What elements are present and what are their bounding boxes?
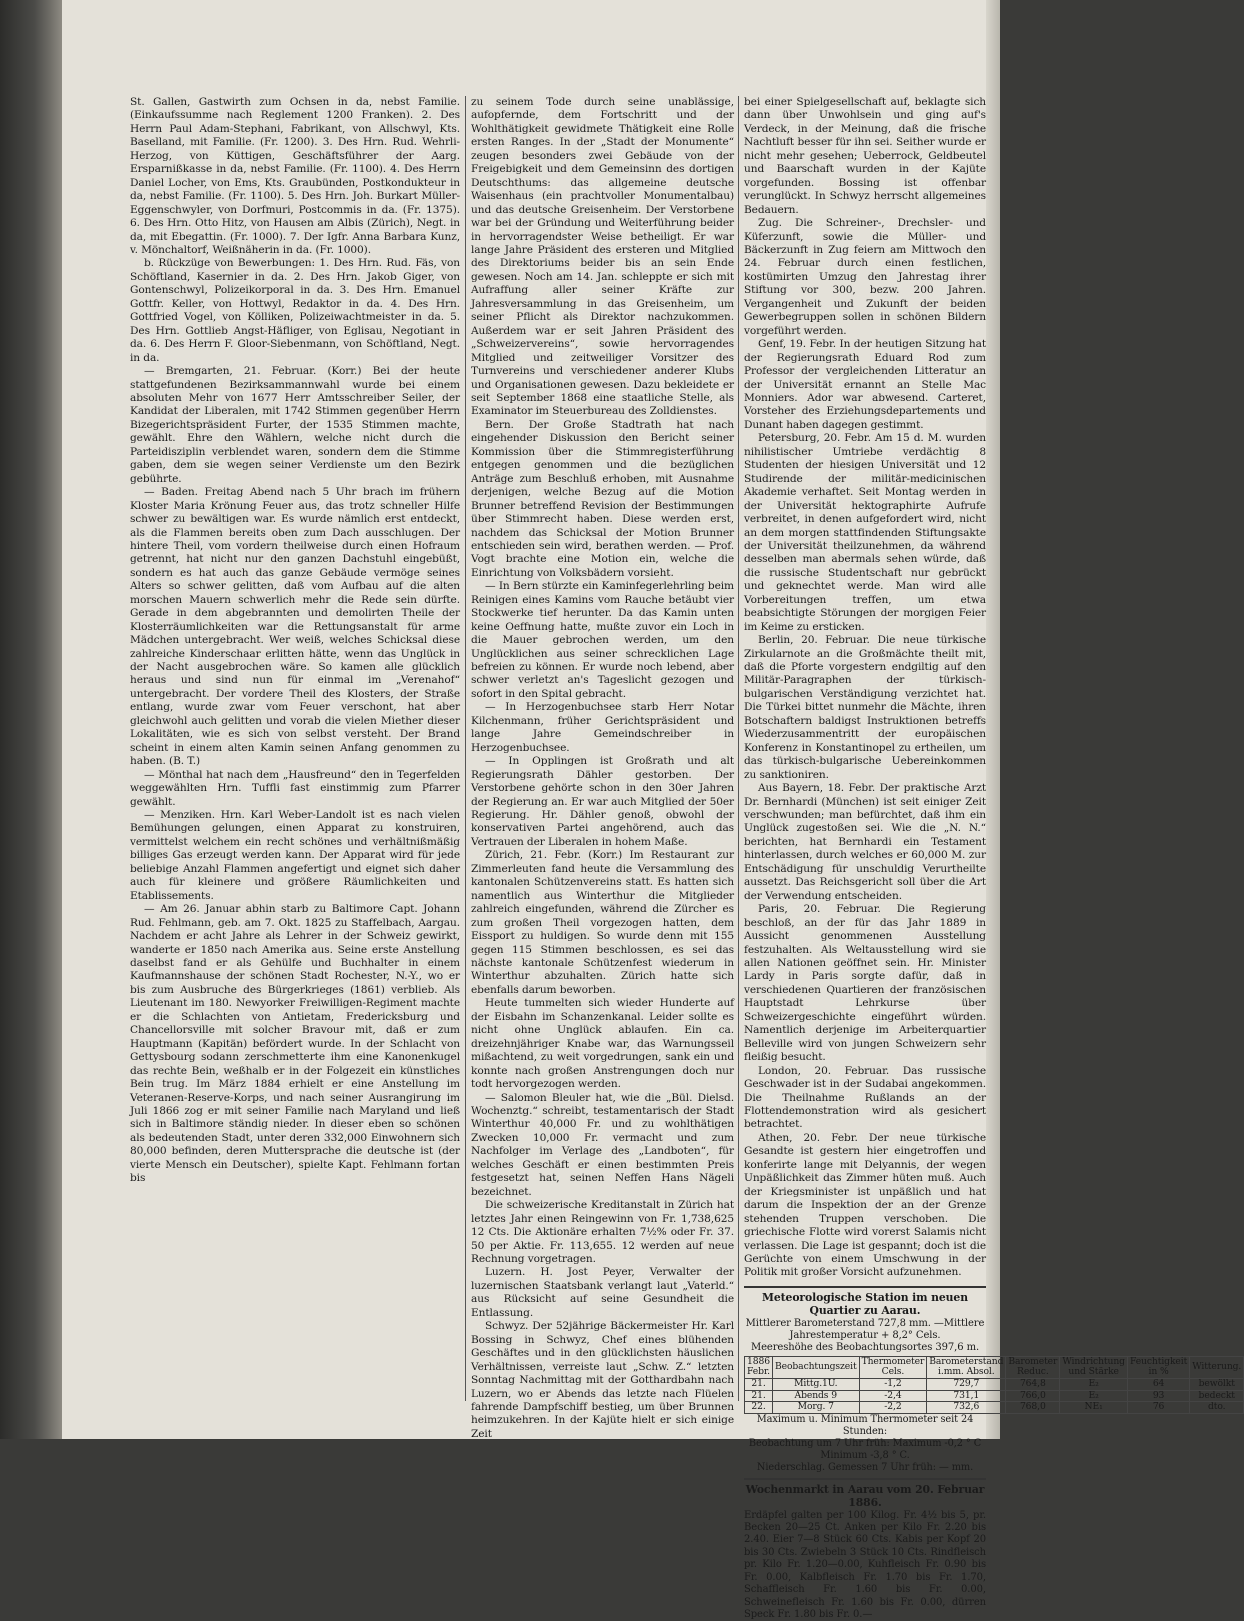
column-rule bbox=[465, 96, 466, 1401]
paragraph: — In Bern stürzte ein Kaminfegerlehrling beim Reinigen eines Kamins vom Rauche betäubt vier Stockwerke tief herunter. Da das Kamin unten keine Oeffnung hatte, mußte zuvor ein Loch in die Mauer gebrochen werden, um den Unglücklichen aus seiner schrecklichen Lage befreien zu können. Er wurde noch lebend, aber schwer verletzt an's Tageslicht gezogen und sofort in den Spital gebracht. bbox=[471, 580, 734, 700]
table-row bbox=[745, 1390, 1244, 1402]
table-row bbox=[745, 1378, 1244, 1390]
table-cell: dto. bbox=[1190, 1402, 1244, 1414]
table-cell: 76 bbox=[1127, 1402, 1189, 1414]
market-prices: Erdäpfel galten per 100 Kilog. Fr. 4½ bis 5, pr. Becken 20—25 Ct. Anken per Kilo Fr. 2.20 bis 2.40. Eier 7—8 Stück 60 Cts. Kabis per Kopf 20 bis 30 Cts. Zwiebeln 3 Stück 10 Cts. Rindfleisch pr. Kilo Fr. 1.20—0.00, Kuhfleisch Fr. 0.90 bis Fr. 0.00, Kalbfleisch Fr. 1.70 bis Fr. 1.70, Schaffleisch Fr. 1.60 bis Fr. 0.00, Schweinefleisch Fr. 1.60 bis Fr. 0.00, dürren Speck Fr. 1.80 bis Fr. 0.— bbox=[744, 1509, 986, 1620]
paragraph: Die schweizerische Kreditanstalt in Zürich hat letztes Jahr einen Reingewinn von Fr. 1,738,625 12 Cts. Die Aktionäre erhalten 7½% oder Fr. 37. 50 per Aktie. Fr. 113,655. 12 werden auf neue Rechnung vorgetragen. bbox=[471, 1199, 734, 1265]
paragraph: Luzern. H. Jost Peyer, Verwalter der luzernischen Staatsbank verlangt laut „Vaterld.“ aus Rücksicht auf seine Gesundheit die Entlassung. bbox=[471, 1266, 734, 1319]
meteo-header: Feuchtigkeit in % bbox=[1127, 1356, 1189, 1378]
newspaper-page bbox=[62, 0, 1242, 1620]
table-cell: E₂ bbox=[1060, 1378, 1128, 1390]
table-cell: 21. bbox=[745, 1378, 773, 1390]
table-cell: 21. bbox=[745, 1390, 773, 1402]
paragraph: Petersburg, 20. Febr. Am 15 d. M. wurden nihilistischer Umtriebe verdächtig 8 Studenten der hiesigen Universität und 12 Studirende der militär-medicinischen Akademie verhaftet. Seit Montag werden in der Universität hektographirte Aufrufe verbreitet, in denen aufgefordert wird, nicht an dem morgen stattfindenden Stiftungsakte der Universität theilzunehmen, da während desselben man abermals sehen würde, daß die russische Studentschaft nur gebrückt und geknechtet werde. Man wird alle Vorbereitungen treffen, um etwa beabsichtigte Störungen der morgigen Feier im Keime zu ersticken. bbox=[744, 432, 986, 633]
meteo-footnote: Beobachtung um 7 Uhr früh: Maximum -0,2 ° C bbox=[748, 1437, 982, 1449]
paragraph: — Baden. Freitag Abend nach 5 Uhr brach im frühern Kloster Maria Krönung Feuer aus, das trotz schneller Hilfe schwer zu bewältigen war. Es wurde nämlich erst entdeckt, als die Flammen bereits oben zum Dach ausschlugen. Der hintere Theil, vom vordern theilweise durch einen Hofraum getrennt, hat nicht nur den ganzen Dachstuhl eingebüßt, sondern es hat auch das ganze Gebäude vermöge seines Alters so schwer gelitten, daß vom Aufbau auf die alten morschen Mauern schwerlich mehr die Rede sein dürfte. Gerade in dem abgebrannten und demolirten Theile der Klosterräumlichkeiten war die Rettungsanstalt für arme Mädchen untergebracht. Wer weiß, welches Schicksal diese zahlreiche Kinderschaar erlitten hätte, wenn das Unglück in der Nacht ausgebrochen wäre. So kamen alle glücklich heraus und sind nun für einmal im „Verenahof“ untergebracht. Der vordere Theil des Klosters, der Straße entlang, wurde zwar vom Feuer verschont, hat aber gleichwohl auch gelitten und vorab die vielen Miether dieser Lokalitäten, wie es sich von selbst versteht. Der Brand scheint in einem alten Kamin seinen Anfang genommen zu haben. (B. T.) bbox=[130, 486, 460, 768]
page-edge bbox=[986, 0, 1000, 1439]
paragraph: Paris, 20. Februar. Die Regierung beschloß, an der für das Jahr 1889 in Aussicht genommenen Ausstellung festzuhalten. Als Weltausstellung wird sie allen Nationen geöffnet sein. Hr. Minister Lardy in Paris sorgte dafür, daß in verschiedenen Quartieren der französischen Hauptstadt Lehrkurse über Schweizergeschichte eingeführt würden. Namentlich derjenige im Arbeiterquartier Belleville wird von jungen Schweizern sehr fleißig besucht. bbox=[744, 903, 986, 1064]
paragraph: Bern. Der Große Stadtrath hat nach eingehender Diskussion den Bericht seiner Kommission über die Stimmregisterführung entgegen genommen und die bezüglichen Anträge zum Beschluß erhoben, mit Ausnahme derjenigen, welche Bezug auf die Motion Brunner betreffend Revision der Bestimmungen über Stimmrecht haben. Diese werden erst, nachdem das Schicksal der Motion Brunner entschieden sein wird, berathen werden. — Prof. Vogt brachte eine Motion ein, welche die Einrichtung von Volksbädern vorsieht. bbox=[471, 418, 734, 579]
meteo-header: Witterung. bbox=[1190, 1356, 1244, 1378]
column-3 bbox=[744, 96, 1242, 1620]
meteo-header: Windrichtung und Stärke bbox=[1060, 1356, 1128, 1378]
paragraph: bei einer Spielgesellschaft auf, beklagte sich dann über Unwohlsein und ging auf's Verdeck, in der Meinung, daß die frische Nachtluft besser für ihn sei. Seither wurde er nicht mehr gesehen; Ueberrock, Geldbeutel und Baarschaft wurden in der Kajüte vorgefunden. Bossing ist offenbar verunglückt. In Schwyz herrscht allgemeines Bedauern. bbox=[744, 96, 986, 216]
paragraph: — Am 26. Januar abhin starb zu Baltimore Capt. Johann Rud. Fehlmann, geb. am 7. Okt. 1825 zu Staffelbach, Aargau. Nachdem er acht Jahre als Lehrer in der Schweiz gewirkt, wanderte er 1850 nach Amerika aus. Seine erste Anstellung daselbst fand er als Gehülfe und Buchhalter in einem Kaufmannshause der schönen Stadt Rochester, N.-Y., wo er bis zum Ausbruche des Bürgerkrieges (1861) verblieb. Als Lieutenant im 180. Newyorker Freiwilligen-Regiment machte er die Schlachten von Antietam, Fredericksburg und Chancellorsville mit solcher Bravour mit, daß er zum Hauptmann (Kapitän) befördert wurde. In der Schlacht von Gettysbourg sodann zerschmetterte ihm eine Kanonenkugel das rechte Bein, weßhalb er in der Folgezeit ein künstliches Bein trug. Im März 1884 erhielt er eine Anstellung im Veteranen-Reserve-Korps, und nach seiner Ausrangirung im Juli 1866 zog er mit seiner Familie nach Maryland und ließ sich in Baltimore ständig nieder. In dieser eben so schönen als bedeutenden Stadt, unter deren 332,000 Einwohnern sich 80,000 befinden, deren Muttersprache die deutsche ist (der vierte Mensch ein Deutscher), spielte Kapt. Fehlmann fortan bis bbox=[130, 903, 460, 1185]
paragraph: Berlin, 20. Februar. Die neue türkische Zirkularnote an die Großmächte theilt mit, daß die Pforte vorgestern endgiltig auf den Militär-Paragraphen der türkisch-bulgarischen Verständigung verzichtet hat. Die Türkei bittet nunmehr die Mächte, ihren Botschaftern baldigst Instruktionen betreffs Wiederzusammentritt der europäischen Konferenz in Konstantinopel zu ertheilen, um das türkisch-bulgarische Uebereinkommen zu sanktioniren. bbox=[744, 634, 986, 781]
table-cell: bewölkt bbox=[1190, 1378, 1244, 1390]
table-cell: Mittg.1U. bbox=[772, 1378, 859, 1390]
meteo-footnote: Niederschlag. Gemessen 7 Uhr früh: — mm. bbox=[756, 1461, 974, 1473]
paragraph: Aus Bayern, 18. Febr. Der praktische Arzt Dr. Bernhardi (München) ist seit einiger Zeit verschwunden; man befürchtet, daß ihm ein Unglück zugestoßen sei. Wie die „N. N.“ berichten, hat Bernhardi ein Testament hinterlassen, durch welches er 60,000 M. zur Entschädigung für unschuldig Verurtheilte aussetzt. Das Reichsgericht soll über die Art der Verwendung entscheiden. bbox=[744, 782, 986, 902]
table-cell: 768,0 bbox=[1006, 1402, 1060, 1414]
table-cell: -2,4 bbox=[859, 1390, 927, 1402]
table-cell: NE₁ bbox=[1060, 1402, 1128, 1414]
paragraph: — Menziken. Hrn. Karl Weber-Landolt ist es nach vielen Bemühungen gelungen, einen Apparat zu konstruiren, vermittelst welchem ein recht schönes und verhältnißmäßig billiges Gas erzeugt werden kann. Der Apparat wird für jede beliebige Anzahl Flammen angefertigt und eignet sich daher auch für kleinere und größere Räumlichkeiten und Etablissements. bbox=[130, 809, 460, 902]
meteo-table bbox=[744, 1356, 1244, 1414]
paragraph: Genf, 19. Febr. In der heutigen Sitzung hat der Regierungsrath Eduard Rod zum Professor der vergleichenden Litteratur an der Universität ernannt an Stelle Mac Monniers. Ador war abwesend. Carteret, Vorsteher des Erziehungsdepartements und Dunant haben dagegen gestimmt. bbox=[744, 338, 986, 431]
book-binding bbox=[0, 0, 62, 1439]
meteo-header: Beobachtungszeit bbox=[772, 1356, 859, 1378]
meteo-subtitle: Mittlerer Barometerstand 727,8 mm. —Mittlere Jahrestemperatur + 8,2° Cels. bbox=[745, 1317, 985, 1341]
table-cell: 93 bbox=[1127, 1390, 1189, 1402]
meteo-header: Barometer Reduc. bbox=[1006, 1356, 1060, 1378]
paragraph: — In Opplingen ist Großrath und alt Regierungsrath Dähler gestorben. Der Verstorbene gehörte schon in den 30er Jahren der Regierung an. Er war auch Mitglied der 50er Regierung. Hr. Dähler genoß, obwohl der konservativen Partei angehörend, auch das Vertrauen der Liberalen in hohem Maße. bbox=[471, 755, 734, 848]
table-cell: -2,2 bbox=[859, 1402, 927, 1414]
paragraph: b. Rückzüge von Bewerbungen: 1. Des Hrn. Rud. Fäs, von Schöftland, Kasernier in da. 2. Des Hrn. Jakob Giger, von Gontenschwyl, Polizeikorporal in da. 3. Des Hrn. Emanuel Gottfr. Keller, von Hottwyl, Redaktor in da. 4. Des Hrn. Gottfried Vogel, von Kölliken, Polizeiwachtmeister in da. 5. Des Hrn. Gottlieb Angst-Häfliger, von Eglisau, Negotiant in da. 6. Des Herrn F. Gloor-Siebenmann, von Schöftland, Negt. in da. bbox=[130, 257, 460, 364]
paragraph: Heute tummelten sich wieder Hunderte auf der Eisbahn im Schanzenkanal. Leider sollte es nicht ohne Unglück ablaufen. Ein ca. dreizehnjähriger Knabe war, das Warnungsseil mißachtend, zu weit vorgedrungen, sank ein und konnte nach großen Anstrengungen doch nur todt hervorgezogen werden. bbox=[471, 997, 734, 1091]
market-title: Wochenmarkt in Aarau vom 20. Februar 1886. bbox=[744, 1478, 986, 1510]
table-cell: Morg. 7 bbox=[772, 1402, 859, 1414]
table-cell: 766,0 bbox=[1006, 1390, 1060, 1402]
table-cell: 764,8 bbox=[1006, 1378, 1060, 1390]
paragraph: — In Herzogenbuchsee starb Herr Notar Kilchenmann, früher Gerichtspräsident und lange Jahre Gemeindschreiber in Herzogenbuchsee. bbox=[471, 701, 734, 754]
table-cell: bedeckt bbox=[1190, 1390, 1244, 1402]
meteo-subtitle: Meereshöhe des Beobachtungsortes 397,6 m. bbox=[750, 1341, 980, 1353]
meteo-header: Barometerstand i.mm. Absol. bbox=[927, 1356, 1006, 1378]
table-cell: -1,2 bbox=[859, 1378, 927, 1390]
meteo-header: 1886 Febr. bbox=[745, 1356, 773, 1378]
table-cell: 731,1 bbox=[927, 1390, 1006, 1402]
table-cell: 729,7 bbox=[927, 1378, 1006, 1390]
column-2 bbox=[471, 96, 734, 1440]
paragraph: London, 20. Februar. Das russische Geschwader ist in der Sudabai angekommen. Die Theilnahme Rußlands an der Flottendemonstration wird als gesichert betrachtet. bbox=[744, 1064, 986, 1131]
paragraph: Zürich, 21. Febr. (Korr.) Im Restaurant zur Zimmerleuten fand heute die Versammlung des kantonalen Schützenvereins statt. Es hatten sich namentlich aus Winterthur die Mitglieder zahlreich eingefunden, während die Zürcher es zum großen Theil vorgezogen hatten, dem Eissport zu huldigen. So wurde denn mit 155 gegen 115 Stimmen beschlossen, es sei das nächste kantonale Schützenfest wiederum in Winterthur abzuhalten. Zürich hatte sich ebenfalls darum beworben. bbox=[471, 849, 734, 996]
table-cell: 64 bbox=[1127, 1378, 1189, 1390]
meteo-footnote: Minimum -3,8 ° C. bbox=[820, 1449, 910, 1461]
meteo-header-row bbox=[745, 1356, 1244, 1378]
column-rule bbox=[738, 96, 739, 1401]
table-cell: Abends 9 bbox=[772, 1390, 859, 1402]
paragraph: zu seinem Tode durch seine unablässige, aufopfernde, dem Fortschritt und der Wohlthätigkeit gewidmete Thätigkeit eine Rolle ersten Ranges. In der „Stadt der Monumente“ zeugen besonders zwei Gebäude von der Freigebigkeit und dem Gemeinsinn des dortigen Deutschthums: das allgemeine deutsche Waisenhaus (ein prachtvoller Monumentalbau) und das deutsche Greisenheim. Der Verstorbene war bei der Gründung und Weiterführung beider in hervorragendster Weise betheiligt. Er war lange Jahre Präsident des ersteren und Mitglied des Direktoriums beider bis an sein Ende gewesen. Noch am 14. Jan. schleppte er sich mit Aufraffung aller seiner Kräfte zur Jahresversammlung in das Greisenheim, um seiner Pflicht als Direktor nachzukommen. Außerdem war er seit Jahren Präsident des „Schweizervereins“, sowie hervorragendes Mitglied und zeitweiliger Vorsitzer des Turnvereins und verschiedener anderer Klubs und Organisationen gewesen. Dazu bekleidete er seit September 1868 eine staatliche Stelle, als Examinator im Steuerbureau des Zolldienstes. bbox=[471, 96, 734, 418]
meteo-footnote: Maximum u. Minimum Thermometer seit 24 Stunden: bbox=[756, 1413, 974, 1437]
table-row bbox=[745, 1402, 1244, 1414]
paragraph: — Mönthal hat nach dem „Hausfreund“ den in Tegerfelden weggewählten Hrn. Tuffli fast einstimmig zum Pfarrer gewählt. bbox=[130, 768, 460, 808]
paragraph: Schwyz. Der 52jährige Bäckermeister Hr. Karl Bossing in Schwyz, Chef eines blühenden Geschäftes und in den glücklichsten häuslichen Verhältnissen, verreiste laut „Schw. Z.“ letzten Sonntag Nachmittag mit der Gotthardbahn nach Luzern, wo er Abends das letzte nach Flüelen fahrende Dampfschiff bestieg, um über Brunnen heimzukehren. In der Kajüte hielt er sich einige Zeit bbox=[471, 1320, 734, 1440]
column-1 bbox=[130, 96, 460, 1401]
paragraph: Zug. Die Schreiner-, Drechsler- und Küferzunft, sowie die Müller- und Bäckerzunft in Zug feiern am Mittwoch den 24. Februar durch einen festlichen, kostümirten Umzug den Jahrestag ihrer Stiftung vor 300, bezw. 200 Jahren. Vergangenheit und Zukunft der beiden Gewerbegruppen sollen in schönen Bildern vorgeführt werden. bbox=[744, 217, 986, 337]
paragraph: St. Gallen, Gastwirth zum Ochsen in da, nebst Familie. (Einkaufssumme nach Reglement 1200 Franken). 2. Des Herrn Paul Adam-Stephani, Fabrikant, von Allschwyl, Kts. Baselland, mit Familie. (Fr. 1200). 3. Des Hrn. Rud. Wehrli-Herzog, von Küttigen, Geschäftsführer der Aarg. Ersparnißkasse in da, nebst Familie. (Fr. 1100). 4. Des Herrn Daniel Locher, von Ems, Kts. Graubünden, Postkondukteur in da, nebst Familie. (Fr. 1100). 5. Des Hrn. Joh. Burkart Müller-Eggenschwyler, von Dorfmuri, Postcommis in da. (Fr. 1375). 6. Des Hrn. Otto Hitz, von Hausen am Albis (Zürich), Negt. in da, mit Ebegattin. (Fr. 1000). 7. Der Igfr. Anna Barbara Kunz, v. Mönchaltorf, Weißnäherin in da. (Fr. 1000). bbox=[130, 96, 460, 256]
paragraph: — Bremgarten, 21. Februar. (Korr.) Bei der heute stattgefundenen Bezirksammannwahl wurde bei einem absoluten Mehr von 1677 Herr Amtsschreiber Seiler, der Kandidat der Liberalen, mit 1742 Stimmen gegenüber Herrn Bizegerichtspräsident Furter, der 1535 Stimmen machte, gewählt. Ehre den Wählern, welche nicht durch die Parteidisziplin verblendet waren, sondern dem die Stimme gaben, dem sie wegen seiner Verdienste um den Bezirk gebührte. bbox=[130, 365, 460, 485]
meteo-title: Meteorologische Station im neuen Quartier zu Aarau. bbox=[744, 1286, 986, 1318]
paragraph: — Salomon Bleuler hat, wie die „Bül. Dielsd. Wochenztg.“ schreibt, testamentarisch der Stadt Winterthur 40,000 Fr. und zu wohlthätigen Zwecken 10,000 Fr. vermacht und zum Nachfolger im Verlage des „Landboten“, für welches Geschäft er einen bestimmten Preis festgesetzt hat, seinen Neffen Hans Nägeli bezeichnet. bbox=[471, 1091, 734, 1198]
table-cell: 22. bbox=[745, 1402, 773, 1414]
table-cell: 732,6 bbox=[927, 1402, 1006, 1414]
meteo-header: Thermometer Cels. bbox=[859, 1356, 927, 1378]
table-cell: E₂ bbox=[1060, 1390, 1128, 1402]
paragraph: Athen, 20. Febr. Der neue türkische Gesandte ist gestern hier eingetroffen und konferirte lange mit Delyannis, der wegen Unpäßlichkeit das Zimmer hüten muß. Auch der Kriegsminister ist unpäßlich und hat darum die Inspektion der an der Grenze stehenden Truppen verschoben. Die griechische Flotte wird vorerst Salamis nicht verlassen. Die Lage ist gespannt; doch ist die Gerüchte von einem Umschwung in der Politik mit großer Vorsicht aufzunehmen. bbox=[744, 1131, 986, 1279]
